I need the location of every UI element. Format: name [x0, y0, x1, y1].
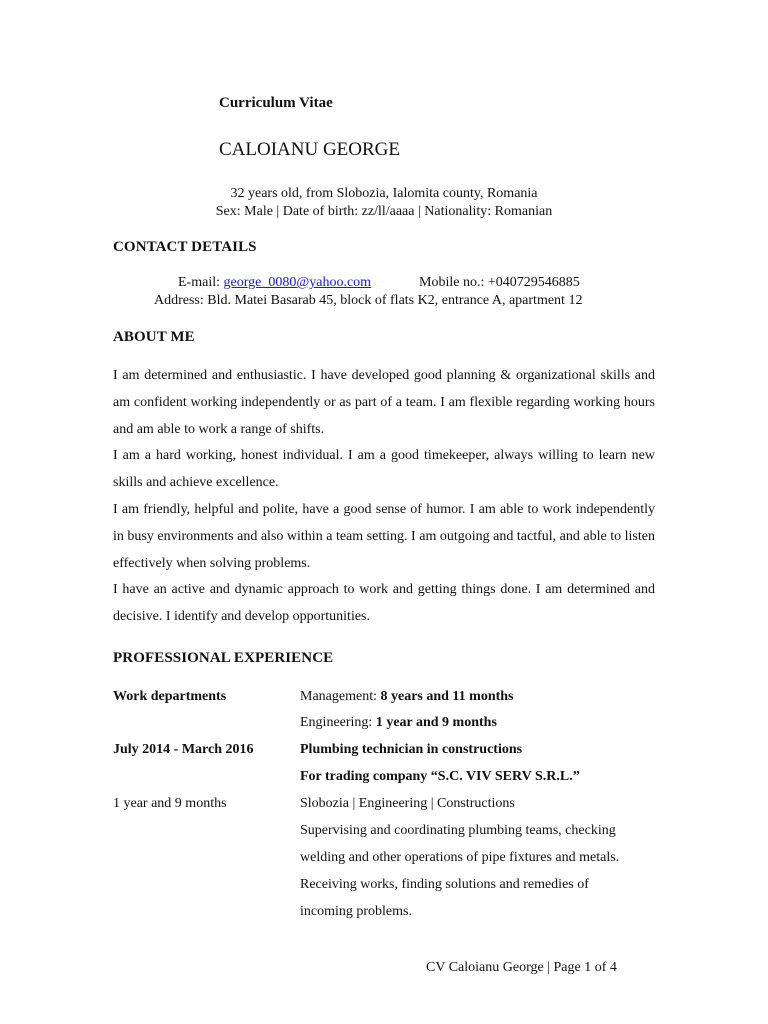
personal-details-line: Sex: Male | Date of birth: zz/ll/aaaa | Nationality: Romanian: [215, 204, 553, 219]
department-management: [300, 689, 514, 705]
job-description-line: Supervising and coordinating plumbing teams, checking: [300, 823, 616, 838]
job-description-line: Receiving works, finding solutions and remedies of: [300, 877, 589, 892]
mobile-number: Mobile no.: +040729546885: [419, 275, 580, 290]
professional-experience-heading: PROFESSIONAL EXPERIENCE: [113, 650, 334, 666]
job-period: July 2014 - March 2016: [113, 742, 254, 757]
contact-details-heading: CONTACT DETAILS: [113, 239, 257, 255]
job-duration: 1 year and 9 months: [113, 796, 227, 811]
job-description-line: incoming problems.: [300, 904, 412, 919]
department-label: Management:: [300, 689, 381, 704]
page-footer: CV Caloianu George | Page 1 of 4: [426, 960, 617, 975]
job-company: For trading company “S.C. VIV SERV S.R.L.”: [300, 769, 580, 784]
about-me-heading: ABOUT ME: [113, 329, 195, 345]
personal-info-line: 32 years old, from Slobozia, Ialomita county, Romania: [230, 186, 538, 201]
job-location: Slobozia | Engineering | Constructions: [300, 796, 515, 811]
email-label: E-mail:: [178, 275, 224, 290]
work-departments-label: Work departments: [113, 689, 227, 704]
department-engineering: [300, 715, 497, 731]
about-paragraph: I am friendly, helpful and polite, have a good sense of humor. I am able to work independently in busy environments and also within a team setting. I am outgoing and tactful, and able to listen effectively when solving problems.: [113, 501, 655, 571]
email-link[interactable]: george_0080@yahoo.com: [223, 275, 372, 290]
department-label: Engineering:: [300, 715, 376, 730]
address-line: Address: Bld. Matei Basarab 45, block of flats K2, entrance A, apartment 12: [154, 293, 583, 308]
about-paragraph: I am a hard working, honest individual. I am a good timekeeper, always willing to learn new skills and achieve excellence.: [113, 448, 655, 491]
candidate-name: CALOIANU GEORGE: [219, 139, 401, 160]
document-title: Curriculum Vitae: [219, 95, 333, 111]
about-paragraph: I have an active and dynamic approach to work and getting things done. I am determined and decisive. I identify and develop opportunities.: [113, 582, 655, 625]
email-line: [178, 275, 371, 291]
department-duration: 1 year and 9 months: [375, 715, 497, 730]
department-duration: 8 years and 11 months: [380, 689, 514, 704]
job-description-line: welding and other operations of pipe fixtures and metals.: [300, 850, 620, 865]
about-paragraph: I am determined and enthusiastic. I have developed good planning & organizational skills and am confident working independently or as part of a team. I am flexible regarding working hours and am able to work a range of shifts.: [113, 368, 655, 437]
job-title: Plumbing technician in constructions: [300, 742, 523, 757]
about-me-section: [113, 363, 655, 631]
